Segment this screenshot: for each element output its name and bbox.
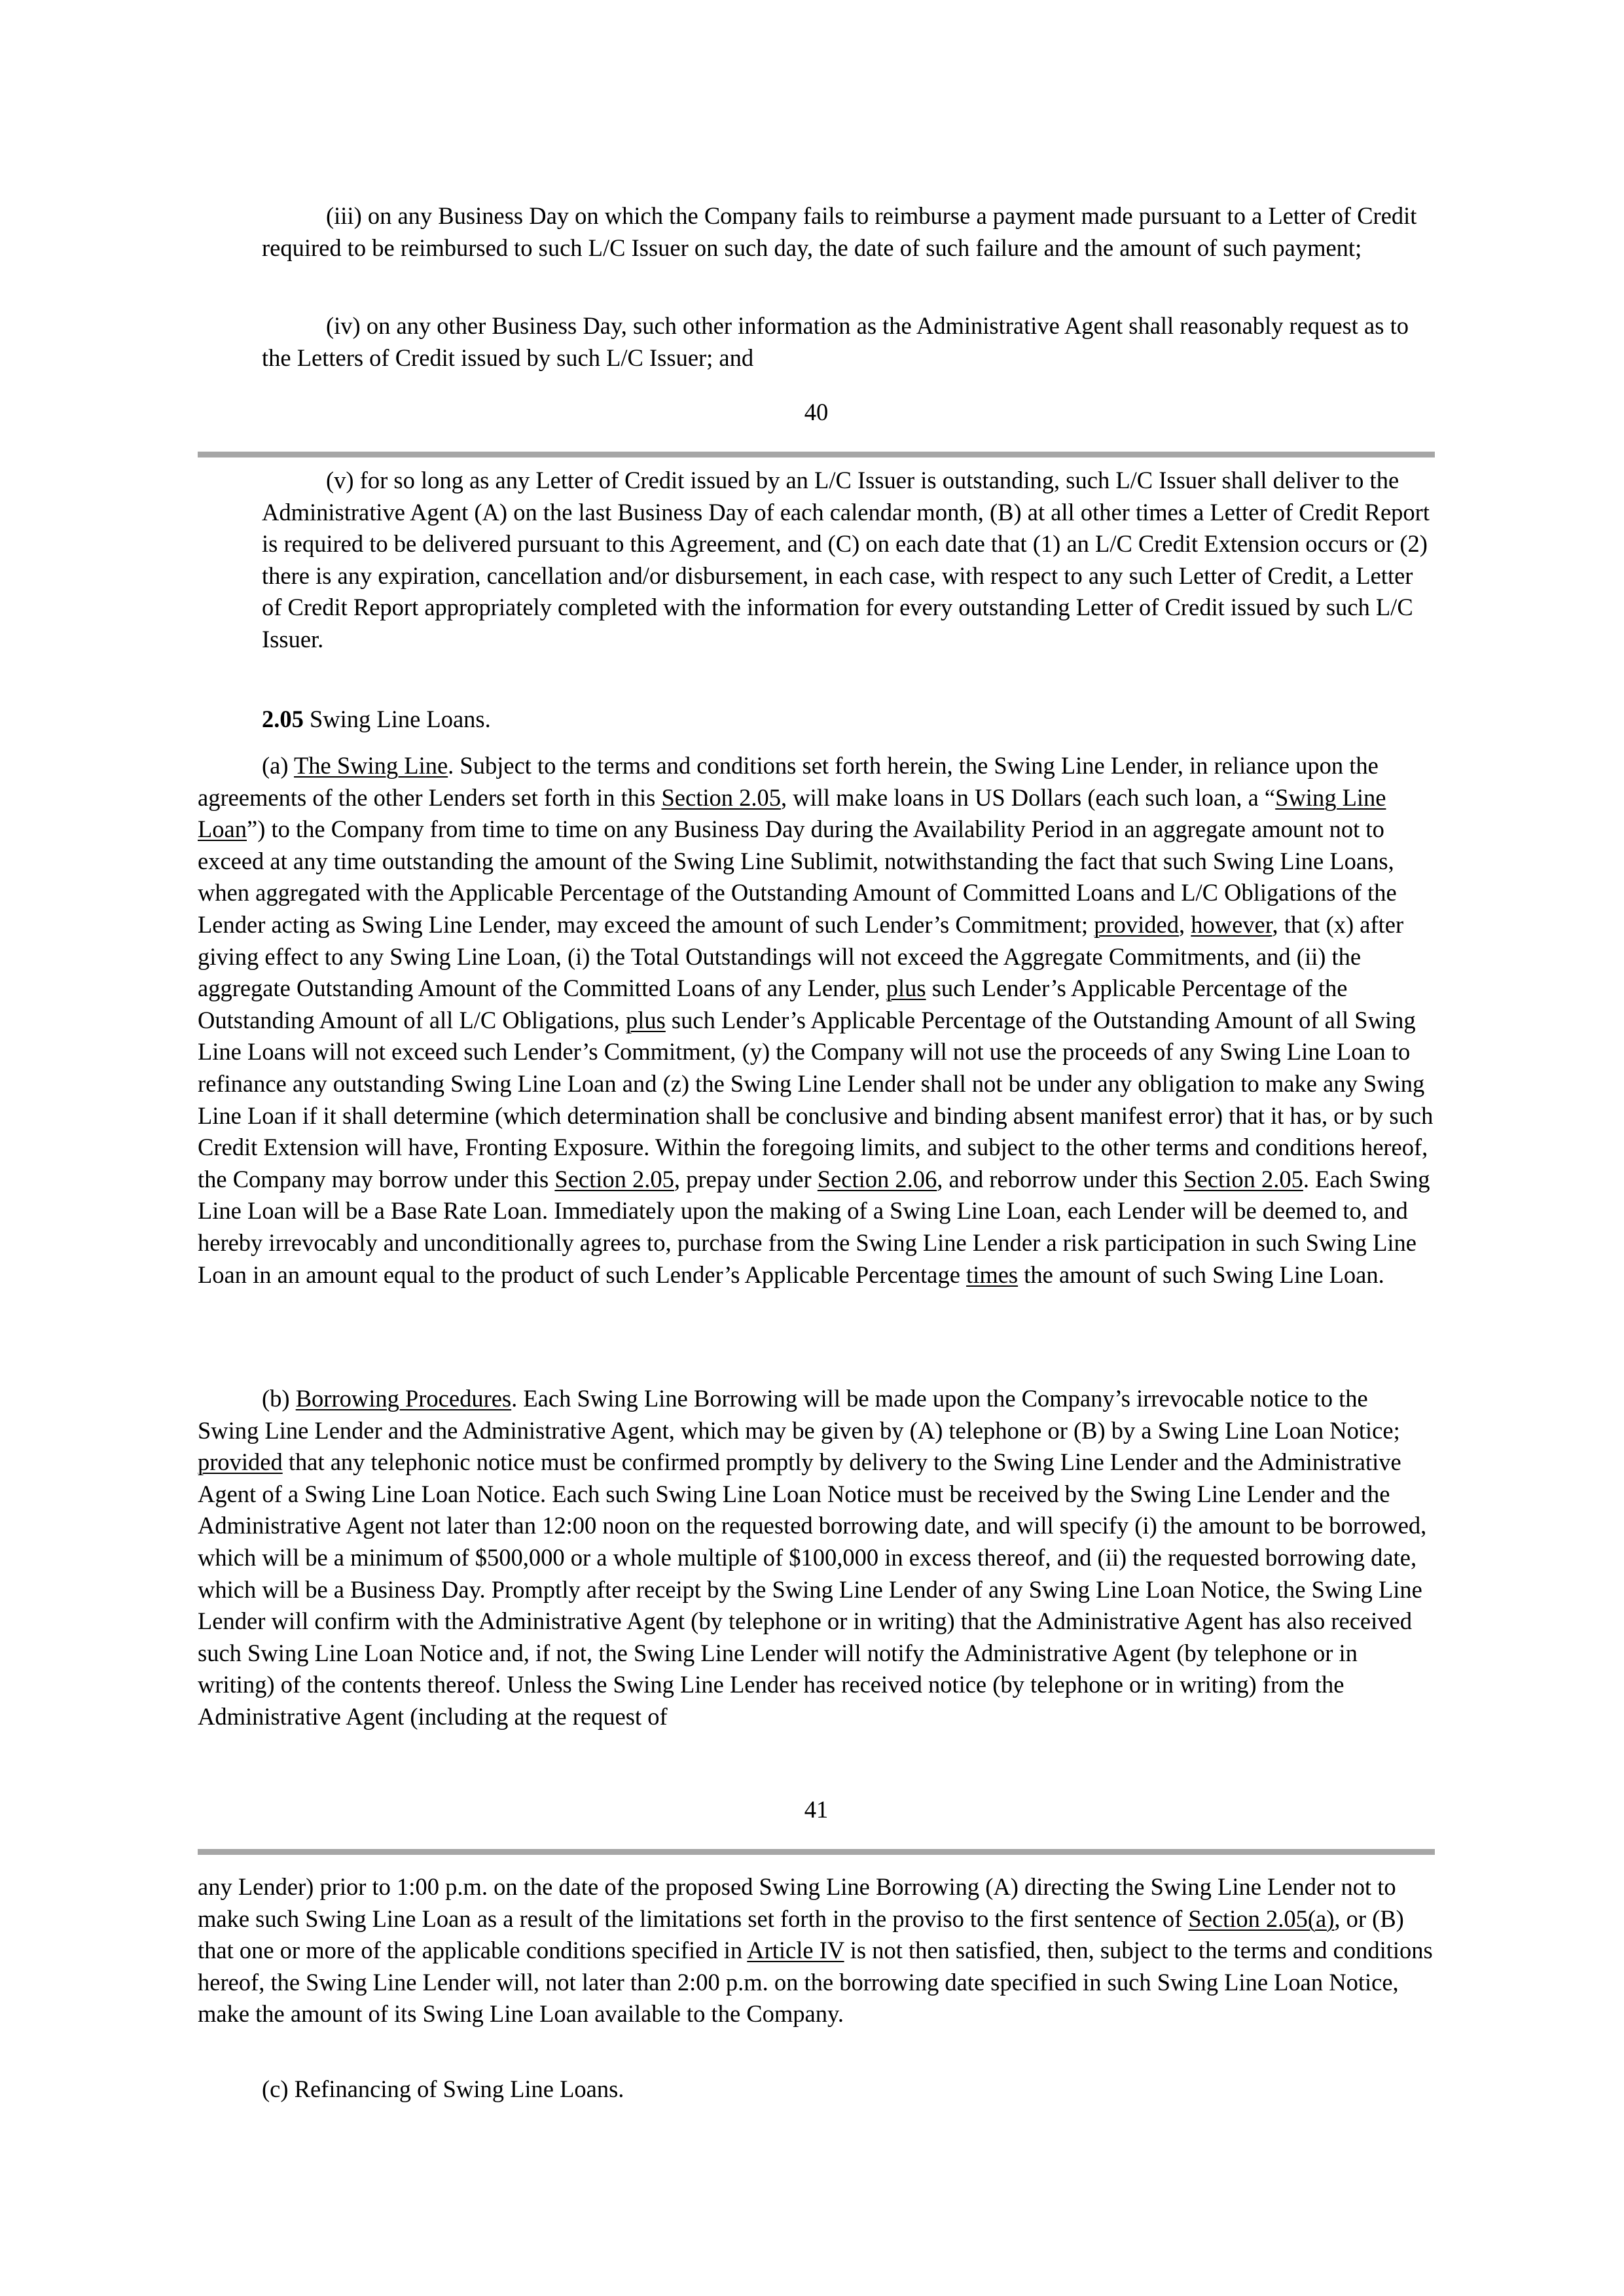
term-plus: plus [625,1006,666,1033]
paragraph-iii-label: (iii) [326,202,362,229]
term-times: times [966,1261,1019,1288]
paragraph-b-continued [198,1871,1435,2030]
article-iv-reference: Article IV [747,1937,844,1964]
paragraph-iii [198,200,1435,264]
paragraph-a-text: such Lender’s Applicable Percentage of the Outstanding Amount of all L/C Obligations, [198,975,1348,1033]
paragraph-c: (c) Refinancing of Swing Line Loans. [262,2075,624,2102]
paragraph-a-text: , that (x) after giving effect to any Swing Line Loan, (i) the Total Outstandings will not exceed the Aggregate Commitments, and (ii) the aggregate Outstanding Amount of the Committed Loans of any Lender, [198,910,1404,1002]
paragraph-continued-text: any Lender) prior to 1:00 p.m. on the date of the proposed Swing Line Borrowing (A) directing the Swing Line Lender not to make such Swing Line Loan as a result of the limitations set forth in the proviso to the first sentence of [198,1873,1396,1932]
paragraph-a-text: , [1179,910,1191,938]
page-break-rule [198,452,1435,457]
page-number-41: 41 [804,1796,829,1823]
page-break-rule [198,1849,1435,1855]
paragraph-a [198,750,1435,1291]
paragraph-a-text: the amount of such Swing Line Loan. [1018,1261,1384,1288]
paragraph-a-label: (a) [262,752,294,779]
section-number: 2.05 [262,706,304,732]
paragraph-a-text: ”) to the Company from time to time on any Business Day during the Availability Period in an aggregate amount not to exceed at any time outstanding the amount of the Swing Line Sublimit, notwithstanding the fact that such Swing Line Loans, when aggregated with the Applicable Percentage of the Outstanding Amount of Committed Loans and L/C Obligations of the Lender acting as Swing Line Lender, may exceed the amount of such Lender’s Commitment; [198,816,1397,938]
section-2-05a-reference: Section 2.05(a) [1188,1905,1335,1932]
caption-borrowing-procedures: Borrowing Procedures [295,1385,512,1412]
paragraph-b-text: that any telephonic notice must be confirmed promptly by delivery to the Swing Line Lender and the Administrative Agent of a Swing Line Loan Notice. Each such Swing Line Loan Notice must be received by the Swing Line Lender and the Administrative Agent not later than 12:00 noon on the requested borrowing date, and will specify (i) the amount to be borrowed, which will be a minimum of $500,000 or a whole multiple of $100,000 in excess thereof, and (ii) the requested borrowing date, which will be a Business Day. Promptly after receipt by the Swing Line Lender of any Swing Line Loan Notice, the Swing Line Lender will confirm with the Administrative Agent (by telephone or in writing) that the Administrative Agent has also received such Swing Line Loan Notice and, if not, the Swing Line Lender will notify the Administrative Agent (by telephone or in writing) of the contents thereof. Unless the Swing Line Lender has received notice (by telephone or in writing) from the Administrative Agent (including at the request of [198,1448,1427,1730]
paragraph-a-text: . Subject to the terms and conditions set forth herein, the Swing Line Lender, in reliance upon the agreements of the other Lenders set forth in this [198,752,1379,811]
caption-the-swing-line: The Swing Line [293,752,448,779]
paragraph-v [198,465,1435,656]
section-2-06-reference: Section 2.06 [817,1165,937,1193]
section-2-05-reference: Section 2.05 [661,783,781,811]
paragraph-a-text: . Each Swing Line Loan will be a Base Rate Loan. Immediately upon the making of a Swing Line Loan, each Lender will be deemed to, and hereby irrevocably and unconditionally agrees to, purchase from the Swing Line Lender a risk participation in such Swing Line Loan in an amount equal to the product of such Lender’s Applicable Percentage [198,1165,1430,1288]
paragraph-a-text: , prepay under [674,1165,818,1193]
paragraph-a-text: , and reborrow under this [937,1165,1184,1193]
term-however: however [1191,910,1272,938]
section-2-05-reference: Section 2.05 [554,1165,674,1193]
paragraph-b-text: . Each Swing Line Borrowing will be made upon the Company’s irrevocable notice to the Swing Line Lender and the Administrative Agent, which may be given by (A) telephone or (B) by a Swing Line Loan Notice; [198,1385,1400,1444]
paragraph-continued-text: is not then satisfied, then, subject to the terms and conditions hereof, the Swing Line Lender will, not later than 2:00 p.m. on the borrowing date specified in such Swing Line Loan Notice, make the amount of its Swing Line Loan available to the Company. [198,1937,1433,2028]
paragraph-iv-label: (iv) [326,312,361,339]
paragraph-continued-text: , or (B) that one or more of the applicable conditions specified in [198,1905,1404,1964]
paragraph-b-label: (b) [262,1385,296,1412]
section-2-05-reference: Section 2.05 [1183,1165,1303,1193]
paragraph-iii-text: on any Business Day on which the Company fails to reimburse a payment made pursuant to a Letter of Credit required to be reimbursed to such L/C Issuer on such day, the date of such failure and the amount of such payment; [262,202,1417,261]
section-title: Swing Line Loans. [303,706,491,732]
paragraph-a-text: such Lender’s Applicable Percentage of the Outstanding Amount of all Swing Line Loans will not exceed such Lender’s Commitment, (y) the Company will not use the proceeds of any Swing Line Loan to refinance any outstanding Swing Line Loan and (z) the Swing Line Lender shall not be under any obligation to make any Swing Line Loan if it shall determine (which determination shall be conclusive and binding absent manifest error) that it has, or by such Credit Extension will have, Fronting Exposure. Within the foregoing limits, and subject to the other terms and conditions hereof, the Company may borrow under this [198,1006,1434,1193]
paragraph-a-text: , will make loans in US Dollars (each such loan, a “ [780,783,1276,811]
paragraph-v-text: for so long as any Letter of Credit issued by an L/C Issuer is outstanding, such L/C Issuer shall deliver to the Administrative Agent (A) on the last Business Day of each calendar month, (B) at all other times a Letter of Credit Report is required to be delivered pursuant to this Agreement, and (C) on each date that (1) an L/C Credit Extension occurs or (2) there is any expiration, cancellation and/or disbursement, in each case, with respect to any such Letter of Credit, a Letter of Credit Report appropriately completed with the information for every outstanding Letter of Credit issued by such L/C Issuer. [262,467,1430,653]
paragraph-v-label: (v) [326,467,354,493]
section-heading-2-05 [198,704,1435,736]
paragraph-b [198,1383,1435,1733]
term-provided: provided [198,1448,283,1476]
paragraph-iv [198,310,1435,374]
defined-term-swing-line-loan: Swing Line Loan [198,783,1386,843]
page-number-40: 40 [804,399,829,425]
term-provided: provided [1094,910,1179,938]
paragraph-iv-text: on any other Business Day, such other information as the Administrative Agent shall reasonably request as to the Letters of Credit issued by such L/C Issuer; and [262,312,1409,371]
term-plus: plus [886,975,926,1002]
